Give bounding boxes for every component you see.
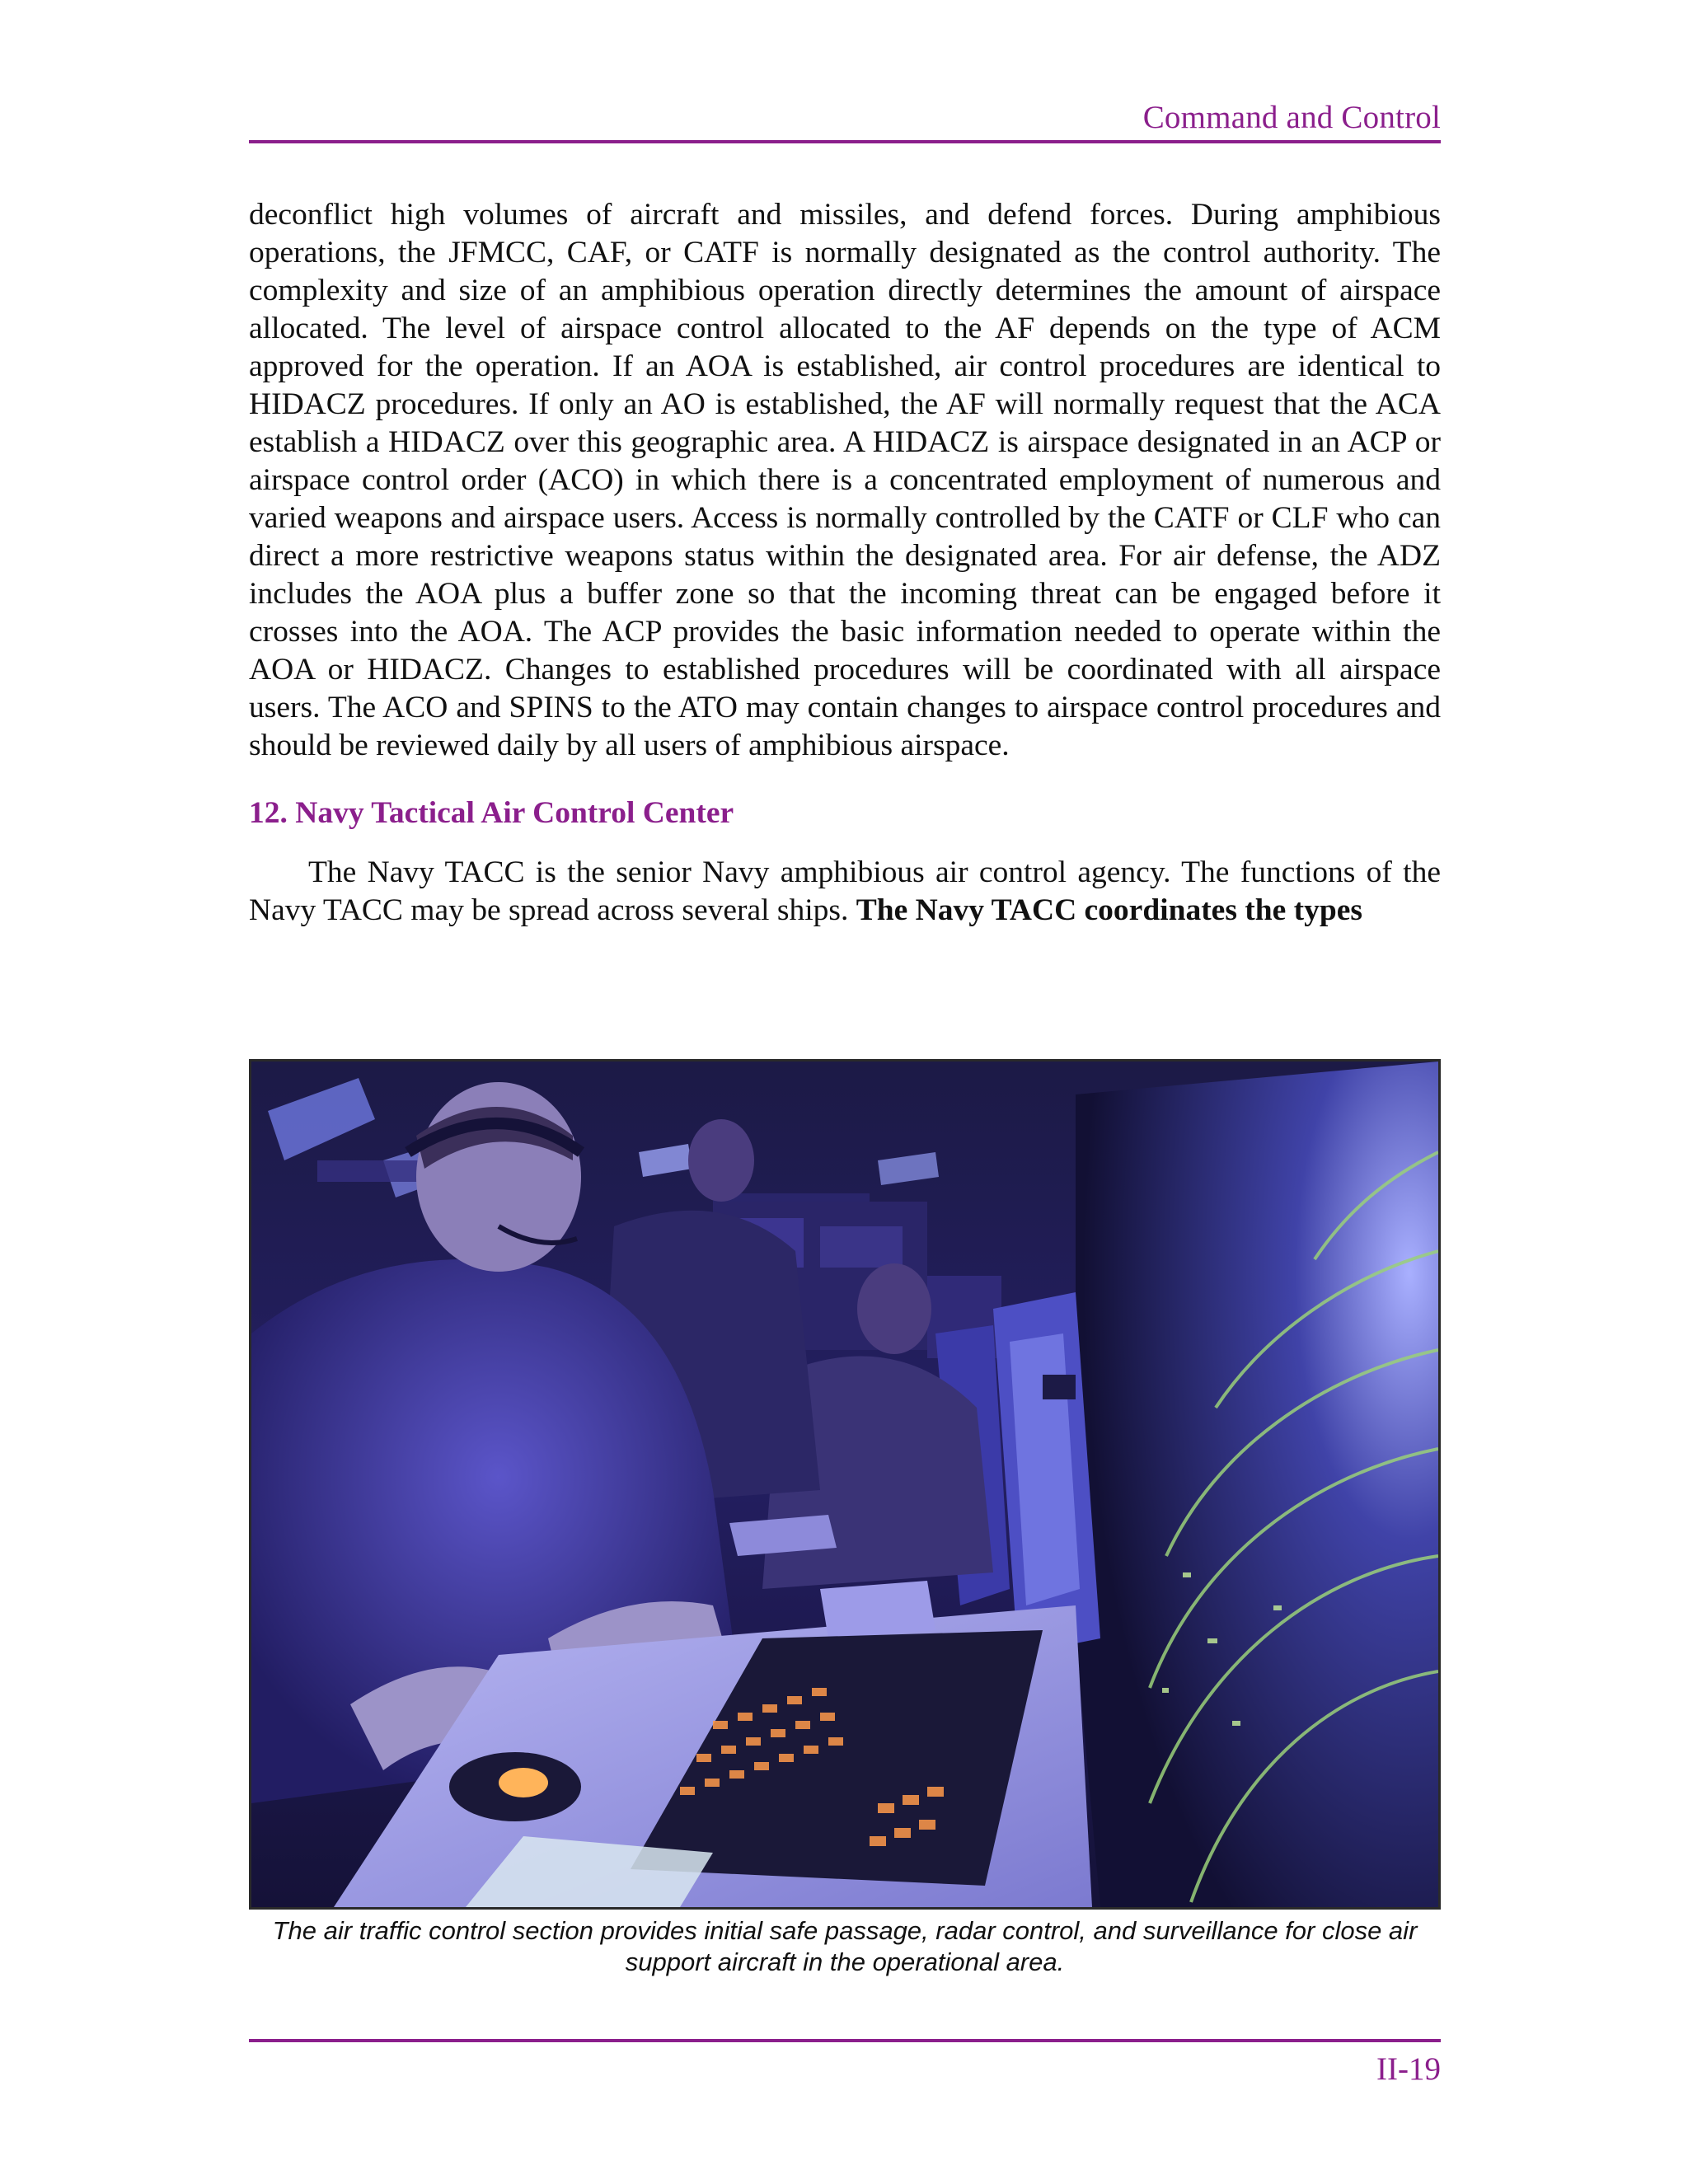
header-rule — [249, 140, 1441, 143]
page-number: II-19 — [1376, 2051, 1441, 2087]
page-footer — [249, 2039, 1441, 2088]
footer-rule — [249, 2039, 1441, 2042]
running-head: Command and Control — [1142, 100, 1441, 135]
paragraph-airspace-control: deconflict high volumes of aircraft and missiles, and defend forces. During amphibious operations, the JFMCC, CAF, or CATF is normally designated as the control authority. The complexity and size of an amphibious operation directly determines the amount of airspace allocated. The level of airspace control allocated to the AF depends on the type of ACM approved for the operation. If an AOA is established, air control procedures are identical to HIDACZ procedures. If only an AO is established, the AF will normally request that the ACA establish a HIDACZ over this geographic area. A HIDACZ is airspace designated in an ACP or airspace control order (ACO) in which there is a concentrated employment of numerous and varied weapons and airspace users. Access is normally controlled by the CATF or CLF who can direct a more restrictive weapons status within the designated area. For air defense, the ADZ includes the AOA plus a buffer zone so that the incoming threat can be engaged before it crosses into the AOA. The ACP provides the basic information needed to operate within the AOA or HIDACZ. Changes to established procedures will be coordinated with all airspace users. The ACO and SPINS to the ATO may contain changes to airspace control procedures and should be reviewed daily by all users of amphibious airspace. — [249, 198, 1441, 762]
figure-caption: The air traffic control section provides initial safe passage, radar control, and surveillance for close air support aircraft in the operational area. — [272, 1916, 1418, 1976]
paragraph-navy-tacc-bold-text: The Navy TACC coordinates the types — [856, 893, 1362, 927]
photo-air-traffic-control — [249, 1059, 1441, 1910]
photo-illustration — [251, 1062, 1438, 1907]
page-header — [249, 91, 1441, 143]
section-heading: 12. Navy Tactical Air Control Center — [249, 796, 734, 830]
paragraph-navy-tacc — [249, 854, 1441, 930]
body-text — [249, 196, 1441, 930]
trackball — [449, 1752, 581, 1821]
paragraph-navy-tacc-text: The Navy TACC is the senior Navy amphibious air control agency. The functions of the Navy TACC may be spread across several ships. — [249, 855, 1441, 927]
radar-screen — [1076, 1062, 1438, 1907]
